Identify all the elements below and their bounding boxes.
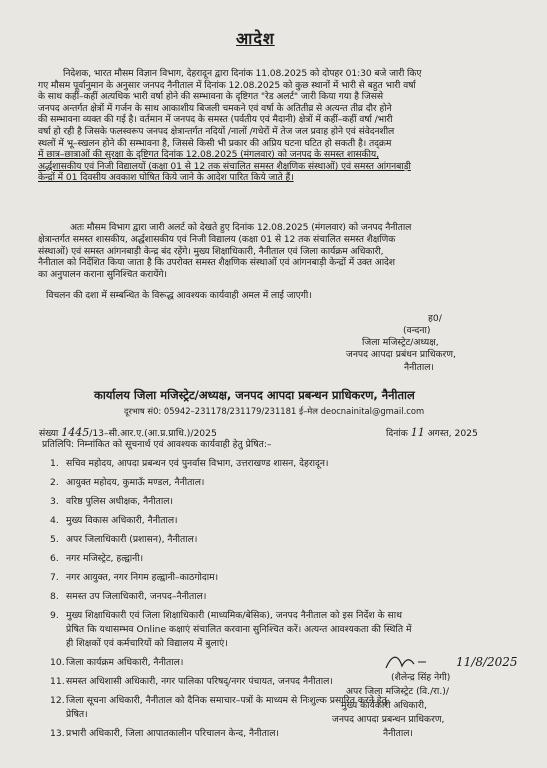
handwritten-date: 11/8/2025	[456, 655, 518, 669]
recipient-number: 8.	[50, 591, 59, 602]
recipient-line: वरिष्ठ पुलिस अधीक्षक, नैनीताल।	[66, 496, 173, 507]
recipient-number: 5.	[50, 534, 59, 545]
order-title: आदेश	[236, 29, 275, 48]
signature-designation-3: नैनीताल।	[404, 362, 434, 373]
recipient-line: ही शिक्षकों एवं कर्मचारियों को विद्यालय में बुलाएं।	[66, 638, 228, 649]
recipient-number: 7.	[50, 572, 59, 583]
paragraph-line: नैनीताल को निर्देशित किया जाता है कि उपरोक्त समस्त शैक्षणिक संस्थाओं एवं आंगनबाड़ी केन्द्रों में उक्त आदेश	[38, 257, 395, 269]
office-contact: दूरभाष सं0: 05942–231178/231179/231181 ई–मेल deocnainital@gmail.com	[124, 406, 425, 416]
recipient-number: 2.	[50, 477, 59, 488]
order-paragraph-3: विचलन की दशा में सम्बन्धित के विरूद्ध आवश्यक कार्यवाही अमल में लाई जाएगी।	[46, 290, 312, 301]
recipient-line: प्रभारी अधिकारी, जिला आपातकालीन परिचालन केन्द, नैनीताल।	[66, 728, 279, 739]
recipient-line: नगर आयुक्त, नगर निगम हल्द्वानी–काठगोदाम।	[66, 572, 219, 583]
signature-sd: ह0/	[428, 313, 442, 324]
recipient-line: आयुक्त महोदय, कुमाऊँ मण्डल, नैनीताल।	[66, 477, 205, 488]
recipient-line: नगर मजिस्ट्रेट, हल्द्वानी।	[66, 553, 144, 564]
paragraph-line: केन्द्रों में 01 दिवसीय अवकाश घोषित किये जाने के आदेश पारित किये जाते हैं।	[38, 172, 294, 184]
recipient-number: 6.	[50, 553, 59, 564]
recipient-number: 12.	[50, 695, 65, 706]
memo-number-handwritten: 1445	[61, 426, 90, 439]
memo-date	[386, 427, 478, 440]
paragraph-line: में छात्र–छात्राओं की सुरक्षा के दृष्टिगत दिनांक 12.08.2025 (मंगलवार) को जनपद के समस्त शासकीय,	[38, 149, 379, 161]
signature-designation-1: जिला मजिस्ट्रेट/अध्यक्ष,	[362, 337, 439, 348]
paragraph-line: गए मौसम पूर्वानुमान के अनुसार जनपद नैनीताल में दिनांक 12.08.2025 को कुछ स्थानों में भारी से बहुत भारी वर्षा	[38, 79, 416, 91]
recipient-line: प्रेषित।	[66, 709, 88, 720]
signer-designation-2: मुख्य कार्यकारी अधिकारी,	[341, 700, 427, 711]
recipient-number: 9.	[50, 610, 59, 621]
signer-name: (शैलेन्द्र सिंह नेगी)	[391, 672, 451, 683]
recipient-line: जिला सूचना अधिकारी, नैनीताल को दैनिक समाचार–पत्रों के माध्यम से निःशुल्क प्रसारित करने हेतु	[66, 695, 387, 706]
signer-designation-1: अपर जिला मजिस्ट्रेट (वि./रा.)/	[346, 686, 449, 697]
memo-date-label: दिनांक	[386, 428, 408, 439]
recipient-number: 11.	[50, 676, 65, 687]
paragraph-line: जनपद अन्तर्गत क्षेत्रों में गर्जन के साथ आकाशीय बिजली चमकने एवं वर्षा के अतितीव्र से अत्यन्त तीव्र दौर होने	[38, 102, 392, 114]
signature-name: (वन्दना)	[403, 325, 431, 336]
recipient-line: समस्त अधिशासी अधिकारी, नगर पालिका परिषद्/नगर पंचायत, जनपद नैनीताल।	[66, 676, 333, 687]
paragraph-line: के साथ कहीं–कहीं अत्यधिक भारी वर्षा होने की सम्भावना के दृष्टिगत "रेड अलर्ट" जारी किया गया है जिससे	[38, 91, 383, 103]
recipient-line: अपर जिलाधिकारी (प्रशासन), नैनीताल।	[66, 534, 198, 545]
paragraph-line: निदेशक, भारत मौसम विज्ञान विभाग, देहरादून द्वारा दिनांक 11.08.2025 को दोपहर 01:30 बजे जारी किए	[63, 68, 422, 79]
copy-line: प्रतिलिपि: निम्नांकित को सूचनार्थ एवं आवश्यक कार्यवाही हेतु प्रेषित:–	[42, 439, 272, 450]
paragraph-line: का अनुपालन कराना सुनिश्चित करायेंगे।	[38, 269, 167, 281]
recipient-line: मुख्य विकास अधिकारी, नैनीताल।	[66, 515, 178, 526]
memo-number-suffix: /13–सी.आर.ए.(आ.प्र.प्राधि.)/2025	[89, 428, 217, 439]
signer-designation-4: नैनीताल।	[383, 728, 413, 739]
recipient-number: 3.	[50, 496, 59, 507]
recipient-line: जिला कार्यक्रम अधिकारी, नैनीताल।	[66, 657, 184, 668]
paragraph-line: की सम्भावना व्यक्त की गई है। वर्तमान में जनपद के समस्त (पर्वतीय एवं मैदानी) क्षेत्रों में कहीं–कहीं वर्षा /भारी	[38, 114, 393, 126]
recipient-number: 10.	[50, 657, 65, 668]
paragraph-line: संस्थाओं) एवं समस्त आंगनबाड़ी केन्द्र बंद रहेंगे। मुख्य शिक्षाधिकारी, नैनीताल एवं जिला कार्यक्रम अधिकारी,	[38, 245, 384, 257]
paragraph-line: वर्षा हो रही है जिसके फलस्वरूप जनपद क्षेत्रान्तर्गत नदियों /नालों /गधेरों में तेज जल प्रवाह होने एवं संवेदनशील	[38, 126, 395, 137]
memo-date-day: 11	[410, 426, 425, 439]
recipient-line: समस्त उप जिलाधिकारी, जनपद–नैनीताल।	[66, 591, 207, 602]
paragraph-line: स्थलों में भू–स्खलन होने की सम्भावना है, जिससे किसी भी प्रकार की अप्रिय घटना घटित हो सकती है। तद्क्रम	[38, 137, 392, 149]
office-heading: कार्यालय जिला मजिस्ट्रेट/अध्यक्ष, जनपद आपदा प्रबन्धन प्राधिकरण, नैनीताल	[94, 388, 415, 402]
recipient-line: सचिव महोदय, आपदा प्रबन्धन एवं पुनर्वास विभाग, उत्तराखण्ड शासन, देहरादून।	[66, 458, 329, 469]
recipient-line: मुख्य शिक्षाधिकारी एवं जिला शिक्षाधिकारी (माध्यमिक/बेसिक), जनपद नैनीताल को इस निर्देश के साथ	[66, 610, 403, 621]
recipient-number: 1.	[50, 458, 59, 469]
paragraph-line: अर्द्धशासकीय एवं निजी विद्यालयों (कक्षा 01 से 12 तक संचालित समस्त शैक्षणिक संस्थाओं) एवं समस्त आंगनबाड़ी	[38, 160, 411, 172]
recipient-number: 13.	[50, 728, 65, 739]
paragraph-line: अतः मौसम विभाग द्वारा जारी अलर्ट को देखते हुए दिनांक 12.08.2025 (मंगलवार) को जनपद नैनीताल	[70, 222, 412, 233]
paragraph-line: क्षेत्रान्तर्गत समस्त शासकीय, अर्द्धशासकीय एवं निजी विद्यालय (कक्षा 01 से 12 तक संचालित समस्त शैक्षणिक	[38, 233, 396, 245]
signer-designation-3: जनपद आपदा प्रबन्धन प्राधिकरण,	[332, 714, 445, 725]
memo-number-label: संख्या	[39, 428, 59, 439]
signature-designation-2: जनपद आपदा प्रबंधन प्राधिकरण,	[346, 349, 456, 360]
recipient-line: प्रेषित कि यथासम्भव Online कक्षाएं संचालित करवाना सुनिश्चित करें। अत्यन्त आवश्यकता की स्थिति में	[66, 624, 412, 635]
recipient-number: 4.	[50, 515, 59, 526]
memo-date-rest: अगस्त, 2025	[427, 428, 478, 439]
